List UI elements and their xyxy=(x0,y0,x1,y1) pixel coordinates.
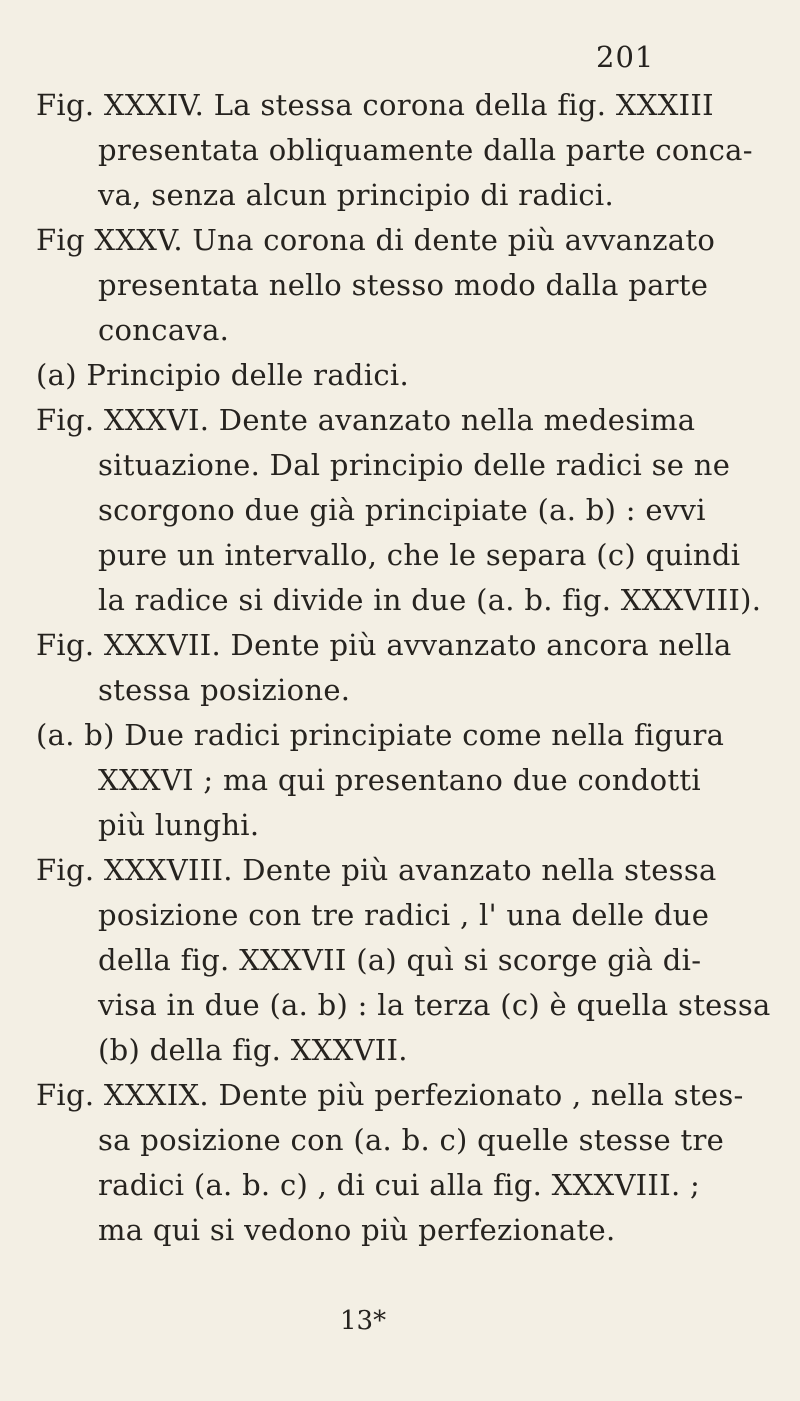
text-line: radici (a. b. c) , di cui alla fig. XXXVIII. ; xyxy=(98,1168,701,1202)
text-line: posizione con tre radici , l' una delle due xyxy=(98,898,710,932)
text-line: ma qui si vedono più perfezionate. xyxy=(98,1213,616,1247)
text-line: visa in due (a. b) : la terza (c) è quella stessa xyxy=(98,988,771,1022)
text-line: stessa posizione. xyxy=(98,673,351,707)
text-line: va, senza alcun principio di radici. xyxy=(98,178,614,212)
text-line: presentata nello stesso modo dalla parte xyxy=(98,268,709,302)
text-line: scorgono due già principiate (a. b) : evvi xyxy=(98,493,706,527)
text-line: Fig XXXV. Una corona di dente più avvanzato xyxy=(36,223,716,257)
text-line: (b) della fig. XXXVII. xyxy=(98,1033,408,1067)
text-line: la radice si divide in due (a. b. fig. XXXVIII). xyxy=(98,583,762,617)
text-line: pure un intervallo, che le separa (c) quindi xyxy=(98,538,741,572)
text-line: presentata obliquamente dalla parte conca- xyxy=(98,133,753,167)
text-line: della fig. XXXVII (a) quì si scorge già di- xyxy=(98,943,702,977)
text-line: Fig. XXXIX. Dente più perfezionato , nella stes- xyxy=(36,1078,744,1112)
text-line: più lunghi. xyxy=(98,808,260,842)
text-line: (a) Principio delle radici. xyxy=(36,358,409,392)
text-line: Fig. XXXVIII. Dente più avanzato nella stessa xyxy=(36,853,717,887)
text-line: Fig. XXXVI. Dente avanzato nella medesima xyxy=(36,403,696,437)
text-line: concava. xyxy=(98,313,230,347)
text-line: sa posizione con (a. b. c) quelle stesse tre xyxy=(98,1123,725,1157)
page-number: 201 xyxy=(596,40,655,74)
text-line: Fig. XXXVII. Dente più avvanzato ancora nella xyxy=(36,628,732,662)
signature-mark: 13* xyxy=(340,1306,387,1336)
text-line: Fig. XXXIV. La stessa corona della fig. XXXIII xyxy=(36,88,714,122)
text-line: situazione. Dal principio delle radici se ne xyxy=(98,448,731,482)
text-line: XXXVI ; ma qui presentano due condotti xyxy=(98,763,701,797)
text-line: (a. b) Due radici principiate come nella figura xyxy=(36,718,725,752)
